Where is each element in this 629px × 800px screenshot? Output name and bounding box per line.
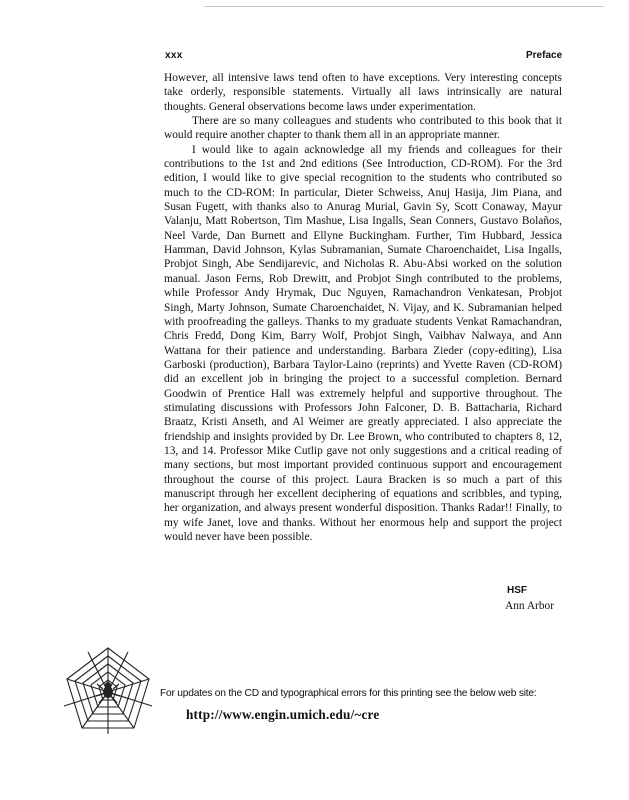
- preface-body: [164, 71, 562, 544]
- top-rule: [204, 6, 604, 7]
- paragraph-colleagues: There are so many colleagues and students who contributed to this book that it would require another chapter to thank them all in an appropriate manner.: [164, 115, 562, 142]
- section-title: Preface: [526, 50, 563, 61]
- spider-web-icon: [62, 644, 154, 736]
- updates-note: For updates on the CD and typographical errors for this printing see the below web site:: [160, 688, 537, 699]
- page-number: xxx: [165, 50, 183, 61]
- paragraph-laws: However, all intensive laws tend often to have exceptions. Very interesting concepts take orderly, responsible statements. Virtually all laws intrinsically are natural thoughts. General observations become laws under experimentation.: [164, 72, 562, 113]
- author-location: Ann Arbor: [505, 599, 555, 612]
- signature-block: [505, 584, 554, 613]
- paragraph-acknowledgments: I would like to again acknowledge all my friends and colleagues for their contributions to the 1st and 2nd editions (See Introduction, CD-ROM). For the 3rd edition, I would like to give special recognition to the students who contributed so much to the CD-ROM: In particular, Dieter Schweiss, Anuj Hasija, Jim Piana, and Susan Fugett, with thanks also to Anurag Murial, Gavin Sy, Scott Conaway, Mayur Valanju, Matt Robertson, Tim Mashue, Lisa Ingalls, Sean Conners, Gustavo Bolaños, Neel Varde, Dan Burnett and Ellyne Buckingham. Further, Tim Hubbard, Jessica Hamman, David Johnson, Kylas Subramanian, Sumate Charoenchaidet, Lisa Ingalls, Probjot Singh, Abe Sendijarevic, and Nicholas R. Abu-Absi worked on the solution manual. Jason Ferns, Rob Drewitt, and Probjot Singh contributed to the problems, while Professor Andy Hrymak, Duc Nguyen, Ramachandron Venkatesan, Probjot Singh, Marty Johnson, Sumate Charoenchaidet, N. Vijay, and K. Subramanian helped with proofreading the galleys. Thanks to my graduate students Venkat Ramachandran, Chris Fredd, Dong Kim, Barry Wolf, Probjot Singh, Vaibhav Nalwaya, and Ann Wattana for their patience and understanding. Barbara Zieder (copy-editing), Lisa Garboski (production), Barbara Taylor-Laino (reprints) and Yvette Raven (CD-ROM) did an excellent job in bringing the project to a successful completion. Bernard Goodwin of Prentice Hall was extremely helpful and supportive throughout. The stimulating discussions with Professors John Falconer, D. B. Battacharia, Richard Braatz, Kristi Anseth, and Al Weimer are greatly appreciated. I also appreciate the friendship and insights provided by Dr. Lee Brown, who contributed to chapters 8, 12, 13, and 14. Professor Mike Cutlip gave not only suggestions and a critical reading of many sections, but most important provided continuous support and encouragement throughout the course of this project. Laura Bracken is so much a part of this manuscript through her excellent deciphering of equations and scribbles, and typing, her organization, and always present wonderful disposition. Thanks Radar!! Finally, to my wife Janet, love and thanks. Without her enormous help and support the project would never have been possible.: [164, 143, 562, 543]
- author-initials: HSF: [507, 585, 527, 596]
- updates-url-link[interactable]: http://www.engin.umich.edu/~cre: [186, 707, 380, 722]
